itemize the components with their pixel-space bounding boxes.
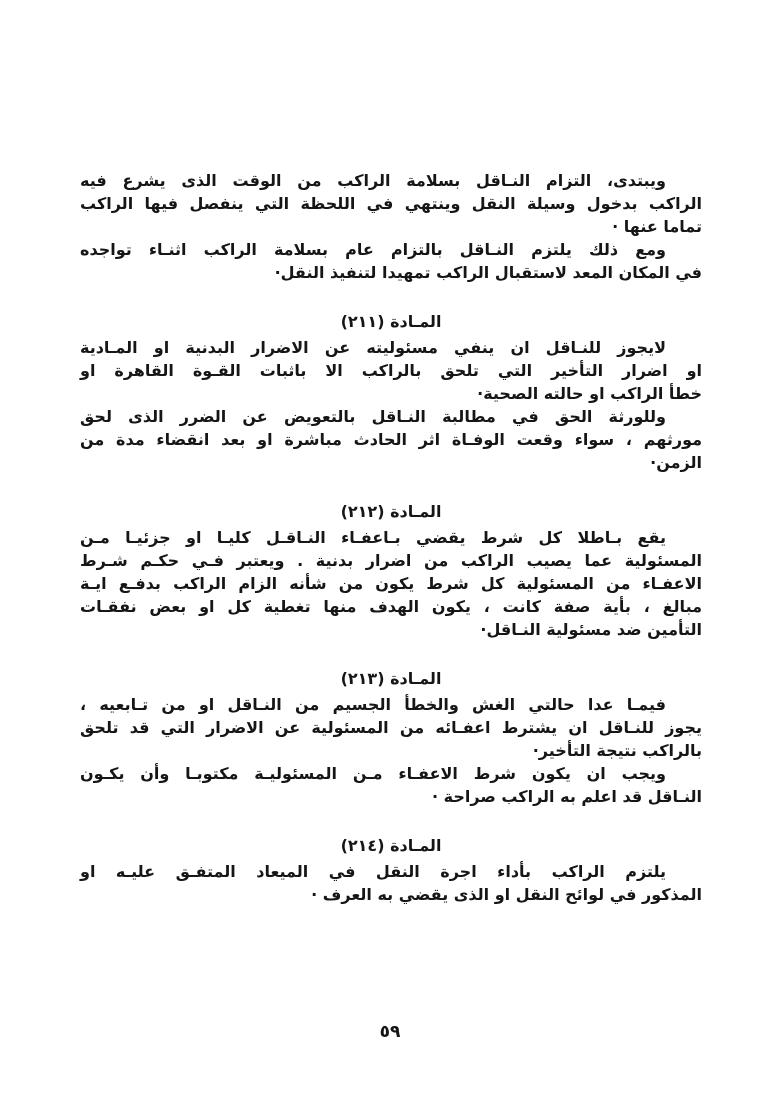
text-line: ومع ذلك يلتزم النـاقل بالتزام عام بسلامة الراكب اثنـاء تواجده <box>80 240 666 259</box>
text-line: ويبتدى، التزام النـاقل بسلامة الراكب من الوقت الذى يشرع فيه <box>80 171 666 190</box>
text-line: يقع بـاطلا كل شرط يقضي بـاعفـاء النـاقـل كليـا او جزئيـا مـن <box>80 528 666 547</box>
text-line: المذكور في لوائح النقل او الذى يقضي به العرف · <box>311 885 702 904</box>
text-line: فيمـا عدا حالتي الغش والخطأ الجسيم من النـاقل او من تـابعيه ، <box>80 695 666 714</box>
text-line: بالراكب نتيجة التأخير· <box>532 741 702 760</box>
legal-paragraph <box>80 693 702 762</box>
text-line: خطأ الراكب او حالته الصحية· <box>477 384 702 403</box>
article-heading-213: المـادة (٢١٣) <box>340 669 442 688</box>
page-number: ٥٩ <box>379 1022 401 1042</box>
text-line: تماما عنها · <box>612 217 702 236</box>
document-text-block <box>80 169 702 906</box>
text-line: يجوز للنـاقل ان يشترط اعفـائه من المسئولية عن الاضرار التي قد تلحق <box>80 718 702 737</box>
legal-paragraph <box>80 860 702 906</box>
legal-paragraph <box>80 762 702 808</box>
legal-paragraph <box>80 169 702 238</box>
text-line: يلتزم الراكب بأداء اجرة النقل في الميعاد المتفـق عليـه او <box>80 862 666 881</box>
legal-paragraph <box>80 405 702 474</box>
text-line: النـاقل قد اعلم به الراكب صراحة · <box>432 787 702 806</box>
text-line: المسئولية عما يصيب الراكب من اضرار بدنية . ويعتبر فـي حكـم شـرط <box>80 551 702 570</box>
text-line: الزمن· <box>650 453 702 472</box>
legal-paragraph <box>80 526 702 641</box>
text-line: الراكب بدخول وسيلة النقل وينتهي في اللحظة التي ينفصل فيها الراكب <box>80 194 702 213</box>
text-line: لايجوز للنـاقل ان ينفي مسئوليته عن الاضرار البدنية او المـادية <box>80 338 666 357</box>
text-line: مبالغ ، بأية صفة كانت ، يكون الهدف منها تغطية كل او بعض نفقـات <box>80 597 702 616</box>
text-line: وللورثة الحق في مطالبة النـاقل بالتعويض عن الضرر الذى لحق <box>80 407 666 426</box>
text-line: التأمين ضد مسئولية النـاقل· <box>480 620 702 639</box>
legal-paragraph <box>80 238 702 284</box>
article-heading-214: المـادة (٢١٤) <box>340 836 442 855</box>
text-line: او اضرار التأخير التي تلحق بالراكب الا باثبات القـوة القاهرة او <box>80 361 702 380</box>
legal-paragraph <box>80 336 702 405</box>
text-line: ويجب ان يكون شرط الاعفـاء مـن المسئوليـة مكتوبـا وأن يكـون <box>80 764 666 783</box>
text-line: الاعفـاء من المسئولية كل شرط يكون من شأنه الزام الراكب بدفـع ايـة <box>80 574 702 593</box>
text-line: في المكان المعد لاستقبال الراكب تمهيدا لتنفيذ النقل· <box>274 263 702 282</box>
article-heading-211: المـادة (٢١١) <box>340 312 442 331</box>
text-line: مورثهم ، سواء وقعت الوفـاة اثر الحادث مباشرة او بعد انقضاء مدة من <box>80 430 702 449</box>
article-heading-212: المـادة (٢١٢) <box>340 502 442 521</box>
